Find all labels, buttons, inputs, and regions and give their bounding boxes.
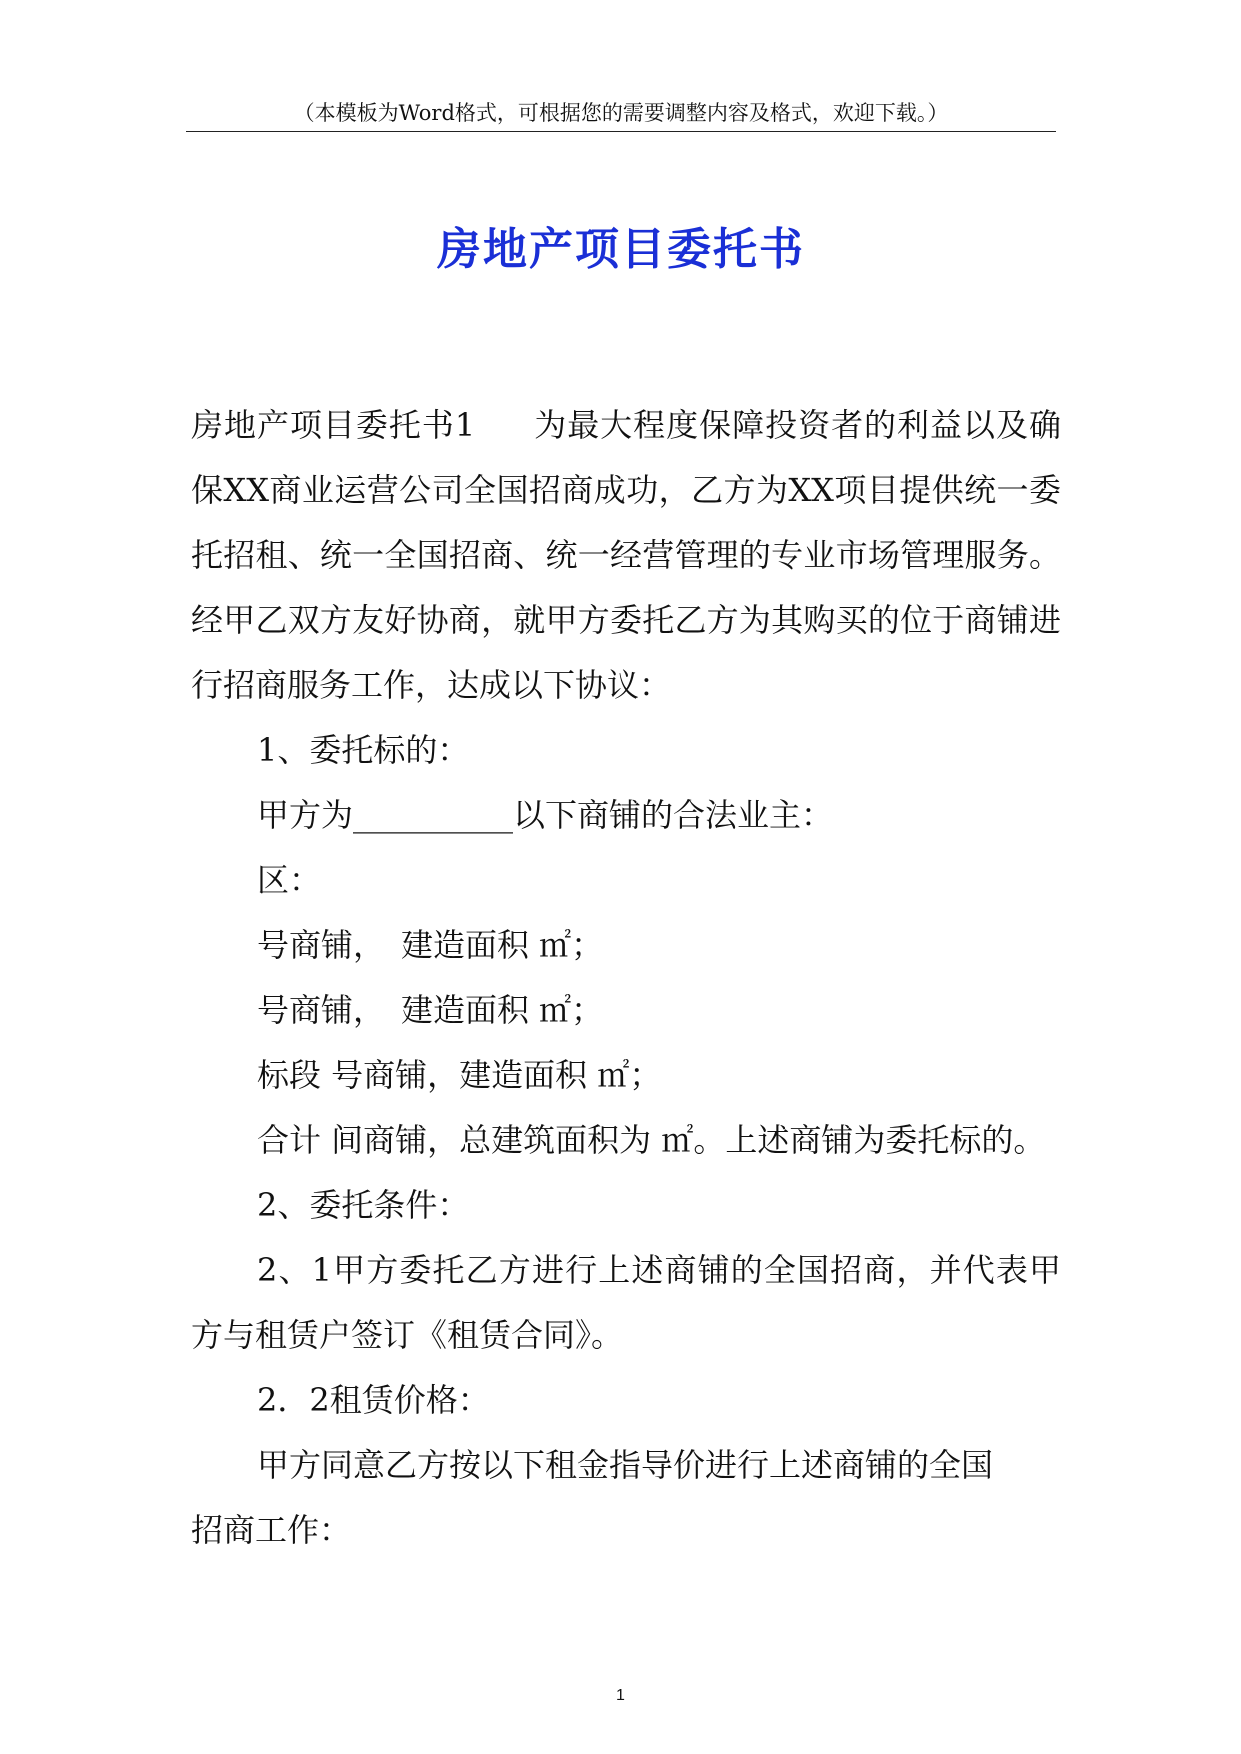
shop-line-1: 号商铺， 建造面积 ㎡；: [257, 926, 604, 964]
clause-1-title: 1、委托标的：: [257, 731, 470, 769]
total-line: 合计 间商铺，总建筑面积为 ㎡。上述商铺为委托标的。: [257, 1121, 1046, 1159]
clause-2-2-title: 2．2租赁价格：: [257, 1381, 490, 1419]
clause-2-title: 2、委托条件：: [257, 1186, 470, 1224]
document-body: [191, 393, 1061, 1563]
section-line: 标段 号商铺，建造面积 ㎡；: [257, 1056, 662, 1094]
page-number: 1: [616, 1687, 625, 1704]
intro-text: 为最大程度保障投资者的利益以及确保XX商业运营公司全国招商成功，乙方为XX项目提供统一委托招租、统一全国招商、统一经营管理的专业市场管理服务。经甲乙双方友好协商，就甲方委托乙方为其购买的位于商铺进行招商服务工作，达成以下协议：: [191, 406, 1061, 704]
intro-heading: 房地产项目委托书1: [191, 406, 476, 444]
document-title: 房地产项目委托书: [437, 224, 805, 275]
clause-2-1: 2、1甲方委托乙方进行上述商铺的全国招商，并代表甲方与租赁户签订《租赁合同》。: [191, 1251, 1061, 1354]
district-line: 区：: [257, 861, 322, 899]
intro-paragraph: [191, 393, 1061, 718]
header-divider: [186, 131, 1056, 132]
shop-line-2: 号商铺， 建造面积 ㎡；: [257, 991, 604, 1029]
header-note: （本模板为Word格式，可根据您的需要调整内容及格式，欢迎下载。）: [293, 101, 949, 125]
clause-2-2-text: 甲方同意乙方按以下租金指导价进行上述商铺的全国招商工作：: [191, 1446, 994, 1549]
owner-line: 甲方为__________以下商铺的合法业主：: [257, 796, 834, 834]
